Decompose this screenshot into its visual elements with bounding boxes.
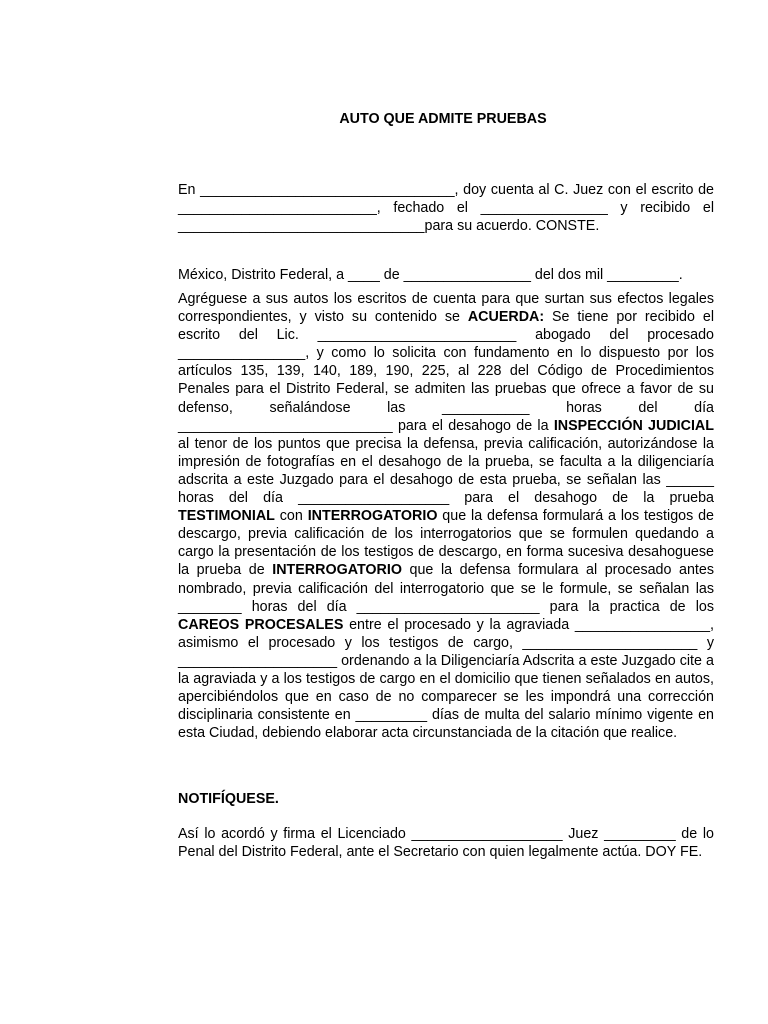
text-segment: al tenor de los puntos que precisa la defensa, previa calificación, autorizándose la impresión de fotografías en el desahogo de la prueba, se faculta a la diligenciaría adscrita a este Juzgado para el desahogo de esta prueba, se señalan las ______ horas del día ___________________ para el desahogo de la prueba (178, 435, 714, 507)
acuerdo-paragraph (178, 290, 714, 742)
firma-paragraph (178, 825, 714, 861)
bold-text-segment: INTERROGATORIO (307, 508, 438, 525)
text-segment: México, Distrito Federal, a ____ de ________________ del dos mil _________. (178, 267, 683, 283)
bold-text-segment: CAREOS PROCESALES (178, 616, 344, 633)
bold-text-segment: INTERROGATORIO (272, 562, 402, 579)
bold-text-segment: ACUERDA: (467, 309, 545, 326)
text-segment: que la defensa formulará a los testigos de descargo, previa calificación de los interrogatorios que se formulen quedando a cargo la presentación de los testigos de descargo, en forma sucesiva desahoguese la prueba de (178, 508, 715, 579)
document-title: AUTO QUE ADMITE PRUEBAS (339, 111, 547, 127)
bold-text-segment: TESTIMONIAL (178, 508, 275, 525)
cuenta-paragraph (178, 181, 714, 235)
bold-text-segment: NOTIFÍQUESE. (178, 791, 279, 807)
text-segment: En ________________________________, doy cuenta al C. Juez con el escrito de _________________________, fechado el ________________ y recibido el _______________________________para su acuerdo. CONSTE. (178, 182, 714, 235)
fecha-paragraph (178, 266, 714, 284)
text-segment: con (274, 508, 308, 525)
bold-text-segment: INSPECCIÓN JUDICIAL (553, 417, 714, 434)
text-segment: que la defensa formulara al procesado antes nombrado, previa calificación del interrogatorio que se le formule, se señalan las ________ horas del día _______________________ para la practica de los (178, 562, 714, 615)
notifiquese-heading (178, 790, 714, 808)
text-segment: entre el procesado y la agraviada _________________, asimismo el procesado y los testigos de cargo, ______________________ y ____________________ ordenando a la Diligenciaría Adscrita a este Juzgado cite a la agraviada y a los testigos de cargo en el domicilio que tienen señalados en autos, apercibiéndolos que en caso de no comparecer se les impondrá una corrección disciplinaria consistente en _________ días de multa del salario mínimo vigente en esta Ciudad, debiendo elaborar acta circunstanciada de la citación que realice. (178, 616, 715, 742)
text-segment: Así lo acordó y firma el Licenciado ___________________ Juez _________ de lo Penal del Distrito Federal, ante el Secretario con quien legalmente actúa. DOY FE. (178, 826, 714, 861)
text-segment: Se tiene por recibido el escrito del Lic. _________________________ abogado del procesado ________________, y como lo solicita con fundamento en lo dispuesto por los artículos 135, 139, 140, 189, 190, 225, al 228 del Código de Procedimientos Penales para el Distrito Federal, se admiten las pruebas que ofrece a favor de su defenso, señalándose las ___________ horas del día ___________________________ para el desahogo de la (178, 309, 714, 434)
text-segment: Agréguese a sus autos los escritos de cuenta para que surtan sus efectos legales correspondientes, y visto su contenido se (178, 291, 714, 326)
